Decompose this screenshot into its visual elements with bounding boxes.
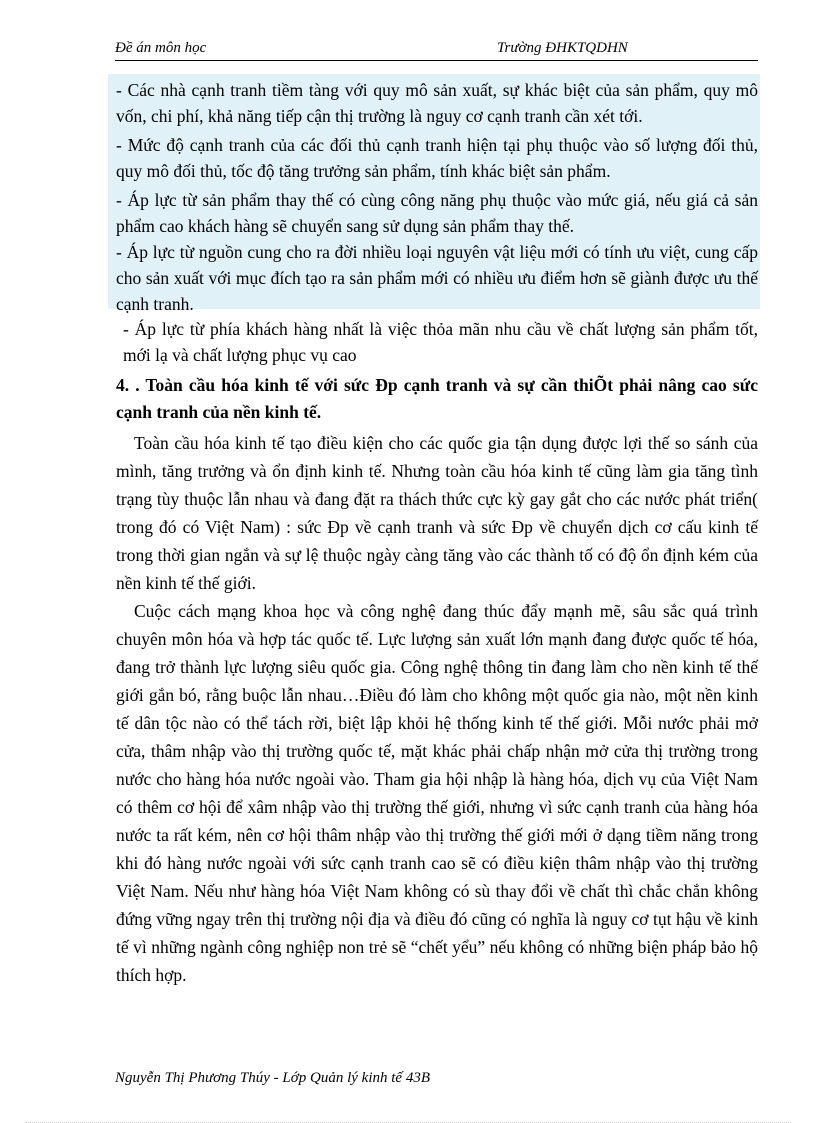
header-university: Trường ĐHKTQDHN [497, 40, 628, 56]
paragraph-globalization: Toàn cầu hóa kinh tế tạo điều kiện cho các quốc gia tận dụng được lợi thế so sánh của mình, tăng trưởng và ổn định kinh tế. Nhưng toàn cầu hóa kinh tế cũng làm gia tăng tình trạng tùy thuộc lẫn nhau và đang đặt ra thách thức cực kỳ gay gắt cho các nước phát triển( trong đó có Việt Nam) : sức Ðp về cạnh tranh và sức Ðp về chuyển dịch cơ cấu kinh tế trong thời gian ngắn và sự lệ thuộc ngày càng tăng vào các thành tố có độ ổn định kém của nền kinh tế thế giới. [116, 433, 758, 593]
bullet-current-competitors: - Mức độ cạnh tranh của các đối thủ cạnh tranh hiện tại phụ thuộc vào số lượng đối thủ, quy mô đối thủ, tốc độ tăng trưởng sản phẩm, tính khác biệt sản phẩm. [116, 135, 758, 181]
page-header [115, 38, 758, 61]
paragraph-tech-revolution: Cuộc cách mạng khoa học và công nghệ đang thúc đẩy mạnh mẽ, sâu sắc quá trình chuyên môn hóa và hợp tác quốc tế. Lực lượng sản xuất lớn mạnh đang được quốc tế hóa, đang trở thành lực lượng siêu quốc gia. Công nghệ thông tin đang làm cho nền kinh tế thế giới gắn bó, rằng buộc lẫn nhau…Điều đó làm cho không một quốc gia nào, một nền kinh tế dân tộc nào có thể tách rời, biệt lập khỏi hệ thống kinh tế thế giới. Mỗi nước phải mở cửa, thâm nhập vào thị trường quốc tế, mặt khác phải chấp nhận mở cửa thị trường trong nước cho hàng hóa nước ngoài vào. Tham gia hội nhập là hàng hóa, dịch vụ của Việt Nam có thêm cơ hội để xâm nhập vào thị trường thế giới, nhưng vì sức cạnh tranh của hàng hóa nước ta rất kém, nên cơ hội thâm nhập vào thị trường thế giới mới ở dạng tiềm năng trong khi đó hàng nước ngoài với sức cạnh tranh cao sẽ có điều kiện thâm nhập vào thị trường Việt Nam. Nếu như hàng hóa Việt Nam không có sù thay đổi về chất thì chắc chắn không đứng vững ngay trên thị trường nội địa và điều đó cũng có nghĩa là nguy cơ tụt hậu về kinh tế vì những ngành công nghiệp non trẻ sẽ “chết yểu” nếu không có những biện pháp bảo hộ thích hợp. [116, 601, 758, 985]
bullet-customer-pressure: - Áp lực từ phía khách hàng nhất là việc thỏa mãn nhu cầu về chất lượng sản phẩm tốt, mới lạ và chất lượng phục vụ cao [123, 319, 758, 365]
bullet-potential-competitors: - Các nhà cạnh tranh tiềm tàng với quy mô sản xuất, sự khác biệt của sản phẩm, quy mô vốn, chi phí, khả năng tiếp cận thị trường là nguy cơ cạnh tranh cần xét tới. [116, 80, 758, 126]
bullet-supply-pressure: - Áp lực từ nguồn cung cho ra đời nhiều loại nguyên vật liệu mới có tính ưu việt, cung cấp cho sản xuất với mục đích tạo ra sản phẩm mới có nhiều ưu điểm hơn sẽ giành được ưu thế cạnh tranh. [116, 242, 758, 314]
section-heading: 4. . Toàn cầu hóa kinh tế với sức Ðp cạnh tranh và sự cần thiÕt phải nâng cao sức cạnh tranh của nền kinh tế. [116, 375, 758, 422]
page-footer-author: Nguyễn Thị Phương Thúy - Lớp Quản lý kinh tế 43B [115, 1070, 430, 1086]
bullet-substitute-products: - Áp lực từ sản phẩm thay thế có cùng công năng phụ thuộc vào mức giá, nếu giá cả sản phẩm cao khách hàng sẽ chuyển sang sử dụng sản phẩm thay thế. [116, 190, 758, 236]
header-course-title: Đề án môn học [115, 40, 207, 56]
